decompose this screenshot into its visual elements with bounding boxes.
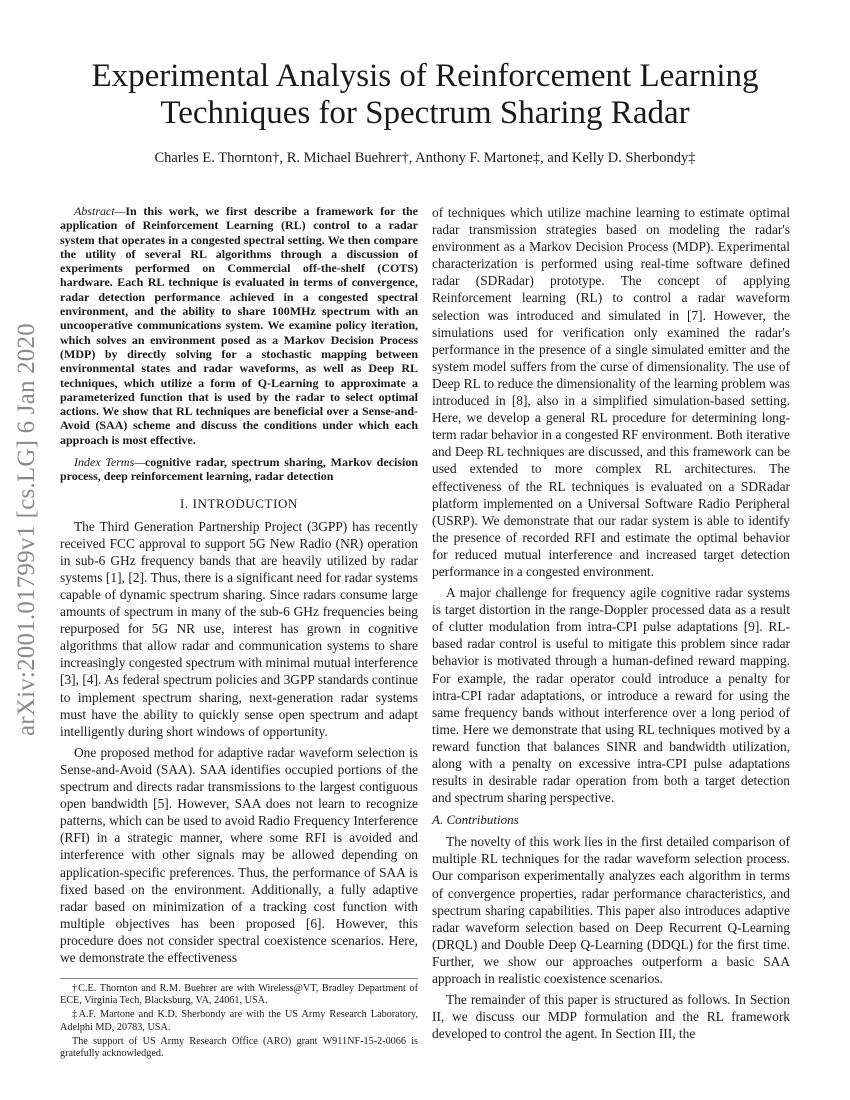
paper-title [60,58,790,132]
footnote-affiliation-2: ‡A.F. Martone and K.D. Sherbondy are with the US Army Research Laboratory, Adelphi MD, 20783, USA. [60,1009,418,1033]
structure-paragraph: The remainder of this paper is structured as follows. In Section II, we discuss our MDP formulation and the RL framework developed to control the agent. In Section III, the [432,992,790,1042]
author-list: Charles E. Thornton†, R. Michael Buehrer†, Anthony F. Martone‡, and Kelly D. Sherbondy‡ [154,150,696,166]
footnotes [60,978,418,1062]
title-line-2: Techniques for Spectrum Sharing Radar [160,95,690,131]
title-line-1: Experimental Analysis of Reinforcement Learning [91,58,759,94]
footnote-affiliation-1: †C.E. Thornton and R.M. Buehrer are with Wireless@VT, Bradley Department of ECE, Virginia Tech, Blacksburg, VA, 24061, USA. [60,983,418,1007]
intro-paragraph-continued: of techniques which utilize machine learning to estimate optimal radar transmission strategies based on modeling the radar's environment as a Markov Decision Process (MDP). Experimental characterization is performed using real-time software defined radar (SDRadar) prototype. The concept of applying Reinforcement learning (RL) to control a radar waveform selection was introduced and simulated in [7]. However, the simulations used for verification only examined the radar's performance in the presence of a single simulated emitter and the system model suffers from the curse of dimensionality. The use of Deep RL to reduce the dimensionality of the learning problem was introduced in [8], also in a simplified simulation-based setting. Here, we develop a general RL procedure for determining long-term radar behavior in a congested RF environment. Both iterative and Deep RL techniques are discussed, and this framework can be used extended to more complex RL architectures. The effectiveness of the RL techniques is evaluated on a SDRadar platform implemented on a Universal Software Radio Peripheral (USRP). We demonstrate that our radar system is able to identify the presence of recorded RFI and estimate the optimal behavior for reduced mutual interference and increased target detection performance in a congested environment. [432,205,790,579]
intro-paragraph-1: The Third Generation Partnership Project (3GPP) has recently received FCC approval to support 5G New Radio (NR) operation in sub-6 GHz frequency bands that are heavily utilized by radar systems [1], [2]. Thus, there is a significant need for radar systems capable of dynamic spectrum sharing. Since radars consume large amounts of spectrum in many of the sub-6 GHz frequencies being repurposed for 5G NR use, interest has grown in cognitive algorithms that allow radar and communication systems to share increasingly congested spectrum with minimal mutual interference [3], [4]. As federal spectrum policies and 3GPP standards continue to implement spectrum sharing, next-generation radar systems must have the ability to quickly sense open spectrum and adapt intelligently during short windows of opportunity. [60,518,418,739]
index-terms [60,455,418,484]
section-heading-introduction: I. INTRODUCTION [179,495,299,511]
subsection-heading-contributions: A. Contributions [432,812,519,828]
intro-paragraph-2: One proposed method for adaptive radar waveform selection is Sense-and-Avoid (SAA). SAA identifies occupied portions of the spectrum and directs radar transmissions to the largest contiguous open bandwidth [5]. However, SAA does not learn to recognize patterns, which can be used to avoid Radio Frequency Interference (RFI) in a strategic manner, where some RFI is avoided and interference with other signals may be allowed depending on application-specific preferences. Thus, the performance of SAA is fixed based on the environment. Additionally, a fully adaptive radar based on minimization of a tracking cost function with multiple objectives has been proposed [6]. However, this procedure does not consider spectral coexistence scenarios. Here, we demonstrate the effectiveness [60,744,418,965]
index-terms-body: cognitive radar, spectrum sharing, Markov decision process, deep reinforcement learning, radar detection [60,455,418,484]
abstract [60,204,418,447]
contributions-paragraph: The novelty of this work lies in the first detailed comparison of multiple RL techniques for the radar waveform selection process. Our comparison experimentally analyzes each algorithm in terms of convergence properties, radar performance characteristics, and spectrum sharing capabilities. This paper also introduces adaptive radar waveform selection based on Deep Recurrent Q-Learning (DRQL) and Double Deep Q-Learning (DDQL) for the first time. Further, we show our approaches outperform a basic SAA approach in realistic coexistence scenarios. [432,834,790,987]
intro-paragraph-challenge: A major challenge for frequency agile cognitive radar systems is target distortion in the range-Doppler processed data as a result of clutter modulation from intra-CPI pulse adaptations [9]. RL-based radar control is useful to mitigate this problem since radar behavior is motivated through a human-defined reward mapping. For example, the radar operator could introduce a penalty for intra-CPI radar adaptations, or introduce a reward for using the same frequency bands without interference over a long period of time. Here we demonstrate that using RL techniques motived by a reward function that balances SINR and bandwidth utilization, along with a penalty on excessive intra-CPI pulse adaptations results in desirable radar operation from both a target detection and spectrum sharing perspective. [432,585,790,806]
index-terms-lead: Index Terms— [74,455,145,470]
left-column [60,204,418,970]
abstract-lead: Abstract— [74,204,126,218]
arxiv-identifier: arXiv:2001.01799v1 [cs.LG] 6 Jan 2020 [13,323,40,737]
footnote-funding: The support of US Army Research Office (ARO) grant W911NF-15-2-0066 is gratefully acknowledged. [60,1035,418,1060]
right-column [432,204,790,1046]
abstract-body: In this work, we first describe a framework for the application of Reinforcement Learning (RL) control to a radar system that operates in a congested spectral setting. We then compare the utility of several RL algorithms through a discussion of experiments performed on Commercial off-the-shelf (COTS) hardware. Each RL technique is evaluated in terms of convergence, radar detection performance achieved in a congested spectral environment, and the ability to share 100MHz spectrum with an uncooperative communications system. We examine policy iteration, which solves an environment posed as a Markov Decision Process (MDP) by directly solving for a stochastic mapping between environmental states and radar waveforms, as well as Deep RL techniques, which utilize a form of Q-Learning to approximate a parameterized function that is used by the radar to select optimal actions. We show that RL techniques are beneficial over a Sense-and-Avoid (SAA) scheme and discuss the conditions under which each approach is most effective. [60,204,418,447]
